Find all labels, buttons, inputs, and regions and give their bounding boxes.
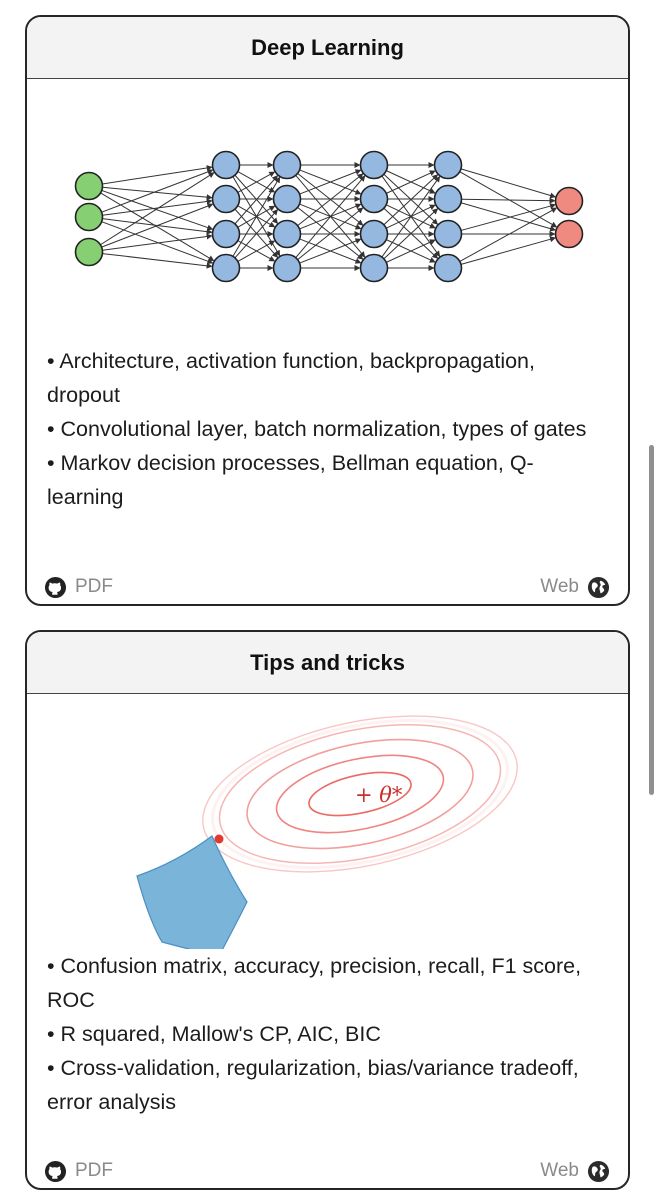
hidden-node [361, 152, 388, 179]
connection-edge [100, 173, 213, 245]
regularization-contour-diagram [27, 694, 630, 949]
web-link[interactable] [540, 1160, 610, 1183]
theta-star-label: + θ* [355, 783, 403, 807]
connection-edge [102, 204, 213, 247]
globe-icon [587, 1160, 610, 1183]
pdf-link[interactable] [44, 1160, 113, 1183]
hidden-node [435, 255, 462, 282]
card-footer [27, 1154, 628, 1188]
hidden-node [435, 152, 462, 179]
input-node [76, 239, 103, 266]
hidden-node [361, 186, 388, 213]
web-label: Web [540, 1160, 579, 1181]
hidden-node [361, 221, 388, 248]
bullet-item: • Markov decision processes, Bellman equation, Q-learning [47, 451, 534, 509]
regularization-figure [27, 694, 628, 949]
hidden-node [274, 255, 301, 282]
github-icon [44, 1160, 67, 1183]
web-label: Web [540, 576, 579, 597]
card-title: Tips and tricks [27, 632, 628, 694]
card-title: Deep Learning [27, 17, 628, 79]
hidden-node [274, 152, 301, 179]
github-icon [44, 576, 67, 599]
neural-network-diagram [27, 79, 630, 344]
bullet-item: • R squared, Mallow's CP, AIC, BIC [47, 1022, 381, 1046]
constraint-region [137, 836, 247, 949]
globe-icon [587, 576, 610, 599]
connection-edge [102, 170, 213, 212]
bullet-item: • Confusion matrix, accuracy, precision, recall, F1 score, ROC [47, 954, 582, 1012]
pdf-link[interactable] [44, 576, 113, 599]
neural-network-figure [27, 79, 628, 344]
connection-edge [102, 167, 211, 184]
bullet-item: • Convolutional layer, batch normalization, types of gates [47, 417, 587, 441]
bullet-list [27, 949, 628, 1119]
input-node [76, 173, 103, 200]
hidden-node [213, 221, 240, 248]
connection-edge [102, 254, 211, 267]
web-link[interactable] [540, 576, 610, 599]
hidden-node [213, 152, 240, 179]
connection-edge [102, 236, 211, 250]
bullet-list [27, 344, 628, 514]
card-footer [27, 570, 628, 604]
hidden-node [361, 255, 388, 282]
hidden-node [213, 186, 240, 213]
connection-edge [461, 169, 555, 197]
hidden-node [274, 186, 301, 213]
hidden-node [274, 221, 301, 248]
tips-and-tricks-card [25, 630, 630, 1190]
connection-edge [461, 238, 555, 264]
pdf-label: PDF [75, 576, 113, 597]
pdf-label: PDF [75, 1160, 113, 1181]
scrollbar[interactable] [649, 445, 654, 795]
hidden-node [435, 186, 462, 213]
hidden-node [213, 255, 240, 282]
output-node [556, 188, 583, 215]
intersection-point [215, 835, 224, 844]
bullet-item: • Cross-validation, regularization, bias/variance tradeoff, error analysis [47, 1056, 579, 1114]
hidden-node [435, 221, 462, 248]
connection-edge [102, 222, 213, 263]
input-node [76, 204, 103, 231]
bullet-item: • Architecture, activation function, backpropagation, dropout [47, 349, 535, 407]
deep-learning-card [25, 15, 630, 606]
output-node [556, 221, 583, 248]
connection-edge [102, 201, 211, 215]
